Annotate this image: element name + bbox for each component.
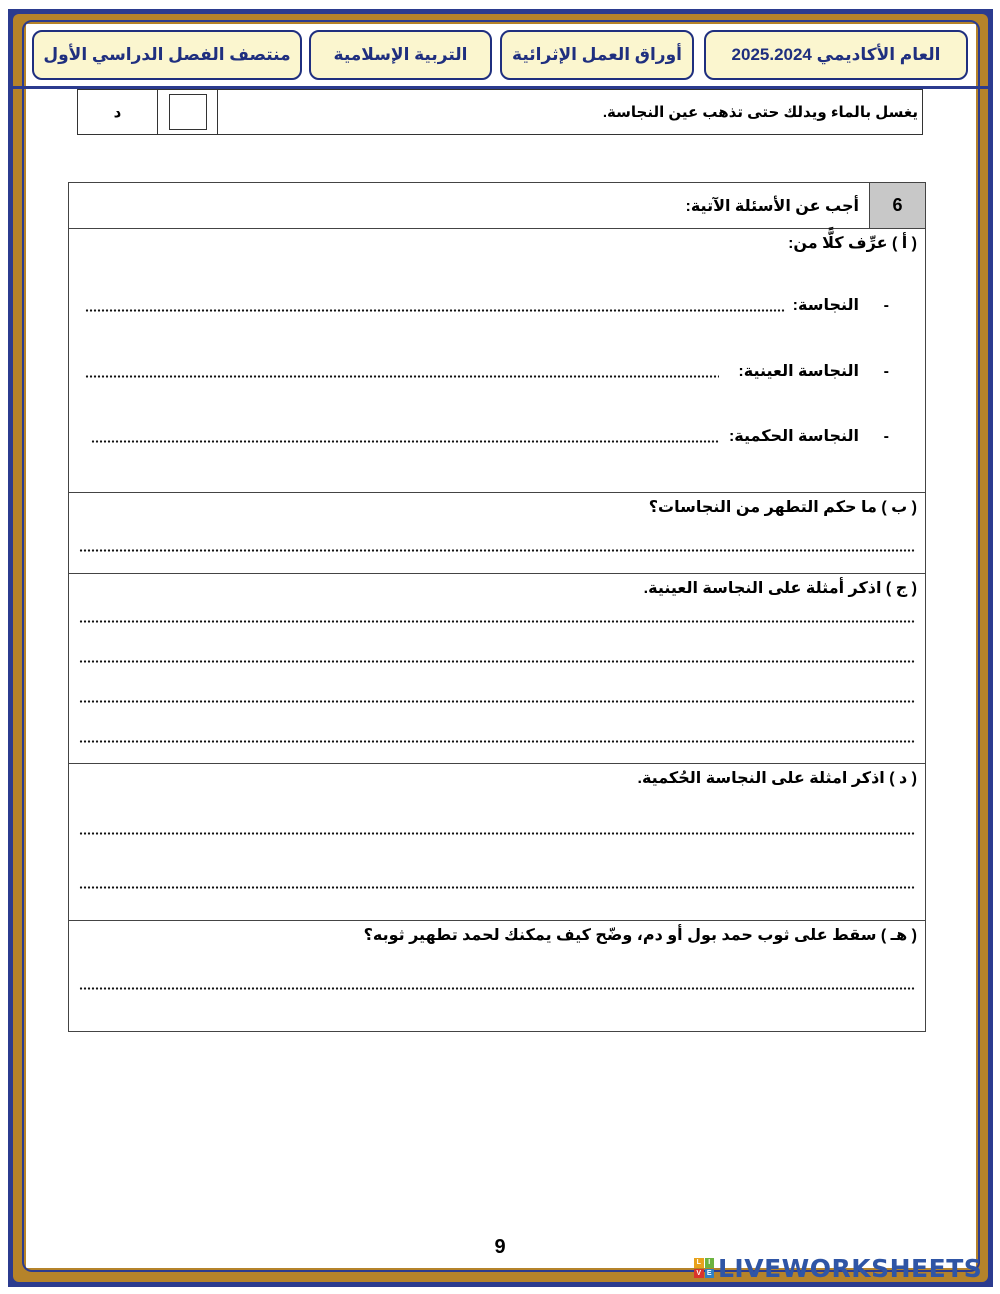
answer-line[interactable]: [79, 620, 915, 623]
part-b-section: [69, 493, 926, 574]
answer-line[interactable]: [79, 700, 915, 703]
part-e-title: ( هـ ) سقط على ثوب حمد بول أو دم، وضّح كيف يمكنك لحمد تطهير ثوبه؟: [363, 927, 917, 944]
part-d-section: [69, 764, 926, 921]
logo-letter: L: [694, 1258, 704, 1268]
logo-letter: I: [705, 1258, 715, 1268]
definition-label-ayniya: النجاسة العينية:: [738, 363, 859, 380]
academic-year-badge: العام الأكاديمي 2025.2024: [704, 30, 968, 80]
answer-line[interactable]: [79, 886, 915, 889]
liveworksheets-wordmark: LIVEWORKSHEETS: [718, 1253, 983, 1283]
part-e-section: [69, 921, 926, 1032]
part-a-title: ( أ ) عرِّف كلًّا من:: [788, 235, 917, 252]
question-title: أجب عن الأسئلة الآتية:: [69, 183, 870, 229]
answer-checkbox-cell: [158, 90, 218, 135]
answer-line[interactable]: [79, 987, 915, 990]
part-c-title: ( ج ) اذكر أمثلة على النجاسة العينية.: [643, 580, 917, 597]
option-text: يغسل بالماء ويدلك حتى تذهب عين النجاسة.: [218, 90, 923, 135]
answer-line[interactable]: [85, 375, 719, 378]
bullet-dash: -: [883, 363, 889, 380]
liveworksheets-logo-icon: [694, 1258, 714, 1278]
liveworksheets-brand: [694, 1255, 982, 1281]
answer-line[interactable]: [79, 549, 915, 552]
part-a-section: [69, 229, 926, 493]
question-number: 6: [870, 183, 926, 229]
page-number: 9: [494, 1236, 506, 1258]
option-letter: د: [78, 90, 158, 135]
previous-question-row: [77, 89, 923, 135]
definition-label-hukmiya: النجاسة الحكمية:: [728, 428, 859, 445]
logo-letter: V: [694, 1269, 704, 1279]
subject-badge: التربية الإسلامية: [309, 30, 492, 80]
question-table: [68, 182, 926, 1032]
answer-checkbox[interactable]: [169, 94, 207, 130]
answer-line[interactable]: [85, 309, 785, 312]
part-d-title: ( د ) اذكر امثلة على النجاسة الحُكمية.: [637, 770, 917, 787]
bullet-dash: -: [883, 428, 889, 445]
bullet-dash: -: [883, 297, 889, 314]
answer-line[interactable]: [79, 660, 915, 663]
definition-label-najasa: النجاسة:: [792, 297, 859, 314]
part-c-section: [69, 574, 926, 764]
answer-line[interactable]: [79, 740, 915, 743]
term-badge: منتصف الفصل الدراسي الأول: [32, 30, 302, 80]
answer-line[interactable]: [91, 440, 719, 443]
part-b-title: ( ب ) ما حكم التطهر من النجاسات؟: [648, 499, 917, 516]
answer-line[interactable]: [79, 832, 915, 835]
worksheets-badge: أوراق العمل الإثرائية: [500, 30, 694, 80]
logo-letter: E: [705, 1269, 715, 1279]
